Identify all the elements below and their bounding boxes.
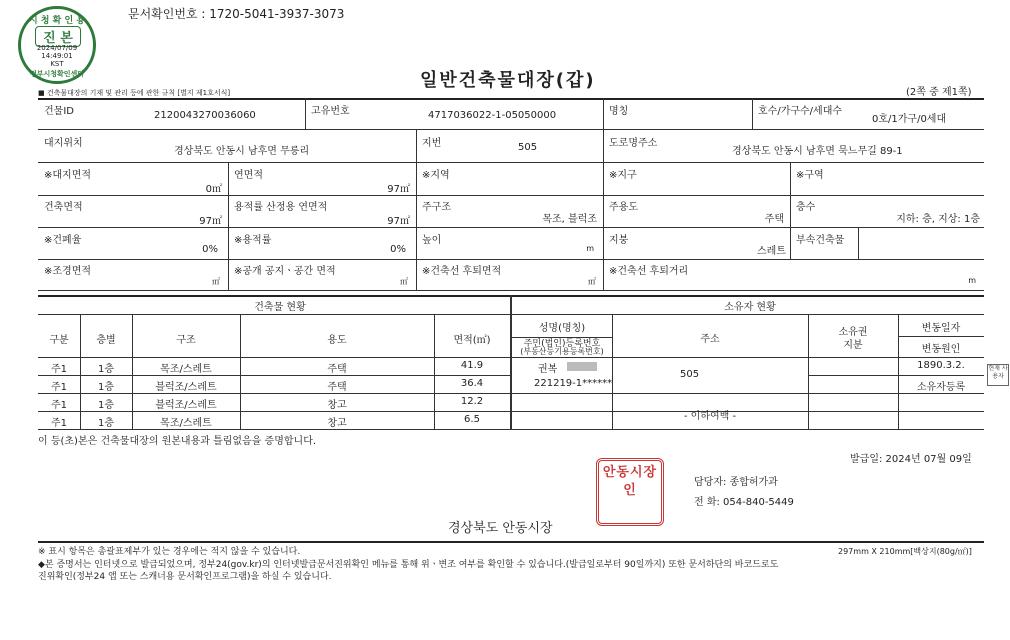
- row-use: 창고: [327, 400, 347, 411]
- height-label: 높이: [422, 235, 442, 246]
- owner-id: 221219-1******: [534, 378, 613, 389]
- site-area-value: 0㎡: [205, 184, 222, 195]
- col-divider: [790, 162, 791, 195]
- row-divider: [38, 227, 984, 228]
- col-divider: [416, 129, 417, 162]
- setback-distance-label: ※건축선 후퇴거리: [609, 266, 689, 277]
- owner-address: 505: [680, 369, 700, 380]
- open-space-area-value: ㎡: [400, 277, 408, 286]
- table-top-border: [38, 98, 984, 100]
- row-structure: 블럭조/스레트: [155, 400, 217, 411]
- row-structure: 블럭조/스레트: [155, 382, 217, 393]
- site-area-label: ※대지면적: [44, 170, 92, 181]
- stamp-date: 2024/07/09: [36, 44, 78, 52]
- owner-id-header: 주민(법인)등록번호: [523, 339, 601, 349]
- lot-number-value: 505: [518, 142, 538, 153]
- col-divider: [603, 162, 604, 195]
- status-table-bottom: [38, 429, 984, 430]
- seal-text: 안동시장인: [602, 465, 658, 498]
- row-kind: 주1: [50, 364, 68, 375]
- row-floor: 1층: [97, 382, 115, 393]
- row-divider: [38, 195, 984, 196]
- phone-info: 전 화: 054-840-5449: [694, 497, 794, 508]
- ownership-share-header: 소유권: [838, 327, 868, 338]
- row-area: 6.5: [464, 414, 480, 425]
- col-divider: [603, 129, 604, 162]
- building-id-value: 2120043270036060: [154, 110, 256, 121]
- row-area: 36.4: [460, 378, 484, 389]
- officer-info: 담당자: 종합허가과: [694, 477, 778, 488]
- row-divider: [808, 375, 984, 376]
- stamp-timezone: KST: [50, 60, 64, 68]
- col-divider: [305, 98, 306, 129]
- row-kind: 주1: [50, 382, 68, 393]
- ownership-share-header-2: 지분: [843, 340, 863, 351]
- floor-area-ratio-value: 0%: [390, 244, 406, 255]
- col-divider: [752, 98, 753, 129]
- col-divider: [603, 195, 604, 227]
- row-floor: 1층: [97, 400, 115, 411]
- location-value: 경상북도 안동시 남후면 무릉리: [174, 146, 310, 157]
- landscape-area-label: ※조경면적: [44, 266, 92, 277]
- section-divider: [510, 295, 512, 429]
- col-divider: [228, 259, 229, 290]
- building-id-label: 건물ID: [44, 106, 74, 117]
- main-structure-value: 목조, 블럭조: [542, 214, 597, 225]
- row-divider: [38, 290, 984, 291]
- row-divider: [38, 259, 984, 260]
- row-use: 주택: [327, 382, 347, 393]
- location-label: 대지위치: [44, 138, 83, 149]
- change-date-header: 변동일자: [921, 323, 961, 334]
- verification-stamp: [18, 6, 96, 84]
- col-divider: [416, 259, 417, 290]
- structure-header: 구조: [176, 335, 196, 346]
- col-divider: [416, 195, 417, 227]
- col-divider: [228, 162, 229, 195]
- certification-text: 이 등(초)본은 건축물대장의 원본내용과 틀림없음을 증명합니다.: [38, 436, 317, 447]
- document-title: 일반건축물대장(갑): [420, 70, 596, 91]
- unique-number-label: 고유번호: [311, 106, 350, 117]
- annex-building-label: 부속건축물: [796, 235, 845, 246]
- row-area: 12.2: [460, 396, 484, 407]
- document-number: 문서확인번호 : 1720-5041-3937-3073: [128, 7, 345, 21]
- stamp-time: 14:49:01: [41, 52, 73, 60]
- col-divider: [858, 227, 859, 259]
- far-floor-area-value: 97㎡: [387, 216, 410, 227]
- building-status-title: 건축물 현황: [254, 302, 306, 313]
- col-divider: [790, 227, 791, 259]
- owner-status-title: 소유자 현황: [724, 302, 776, 313]
- floor-header: 층별: [96, 335, 116, 346]
- district-label: ※지구: [609, 170, 637, 181]
- total-floor-area-label: 연면적: [234, 170, 263, 181]
- row-divider: [38, 162, 984, 163]
- row-use: 창고: [327, 418, 347, 429]
- setback-area-value: ㎡: [588, 277, 596, 286]
- main-use-label: 주용도: [609, 202, 638, 213]
- change-header-sub-divider: [898, 336, 984, 337]
- owner-name-header: 성명(명칭): [538, 323, 586, 334]
- lot-number-label: 지번: [422, 138, 442, 149]
- row-floor: 1층: [97, 418, 115, 429]
- footer-note-1: ※ 표시 항목은 총괄표제부가 있는 경우에는 적지 않을 수 있습니다.: [38, 547, 301, 557]
- change-reason: 소유자등록: [916, 382, 966, 393]
- floors-value: 지하: 층, 지상: 1층: [896, 214, 980, 225]
- footer-note-2: ◆본 증명서는 인터넷으로 발급되었으며, 정부24(gov.kr)의 인터넷발급문서진위확인 메뉴를 통해 위ㆍ변조 여부를 확인할 수 있습니다.(발급일로부터 90일까지) 또한 문서하단의 바코드로도: [38, 560, 779, 570]
- footer-border: [38, 541, 984, 543]
- row-kind: 주1: [50, 400, 68, 411]
- floor-area-ratio-label: ※용적률: [234, 235, 272, 246]
- main-use-value: 주택: [764, 214, 784, 225]
- households-label: 호수/가구수/세대수: [758, 106, 843, 117]
- setback-area-label: ※건축선 후퇴면적: [422, 266, 502, 277]
- row-divider: [38, 129, 984, 130]
- stamp-main-text: 진 본: [35, 26, 81, 47]
- blank-note: - 이하여백 -: [683, 411, 737, 422]
- households-value: 0호/1가구/0세대: [872, 114, 947, 125]
- road-address-label: 도로명주소: [609, 138, 658, 149]
- area-header: 면적(㎡): [453, 335, 491, 346]
- row-use: 주택: [327, 364, 347, 375]
- building-area-label: 건축면적: [44, 202, 83, 213]
- main-structure-label: 주구조: [422, 202, 451, 213]
- issuer-name: 경상북도 안동시장: [448, 521, 553, 536]
- col-divider: [603, 259, 604, 290]
- change-reason-header: 변동원인: [921, 344, 961, 355]
- footer-note-3: 진위확인(정부24 앱 또는 스캐너용 문서확인프로그램)을 하실 수 있습니다.: [38, 572, 332, 582]
- stamp-bottom-text: 정부시청확인센터: [29, 70, 85, 78]
- stamp-top-text: 시 청 확 인 용: [28, 16, 85, 26]
- open-space-area-label: ※공개 공지ㆍ공간 면적: [234, 266, 336, 277]
- current-owner-tag: 현재 사용자: [987, 364, 1009, 386]
- kind-header: 구분: [49, 335, 69, 346]
- col-divider: [603, 227, 604, 259]
- height-value: m: [586, 244, 594, 253]
- row-divider: [38, 375, 510, 376]
- owner-name: 권복: [538, 364, 558, 375]
- roof-label: 지붕: [609, 235, 629, 246]
- total-floor-area-value: 97㎡: [387, 184, 410, 195]
- road-address-value: 경상북도 안동시 남후면 묵느무길 89-1: [732, 146, 903, 157]
- col-divider: [416, 227, 417, 259]
- landscape-area-value: ㎡: [212, 277, 220, 286]
- change-date: 1890.3.2.: [917, 360, 965, 371]
- zone-label: ※지역: [422, 170, 450, 181]
- unique-number-value: 4717036022-1-05050000: [428, 110, 557, 121]
- building-coverage-ratio-value: 0%: [202, 244, 218, 255]
- col-divider: [228, 227, 229, 259]
- roof-value: 스레트: [757, 246, 786, 257]
- col-divider: [416, 162, 417, 195]
- regulation-note: ■ 건축물대장의 기재 및 관리 등에 관한 규칙 [별지 제1호서식]: [38, 89, 231, 97]
- paper-spec: 297mm X 210mm[백상지(80g/㎡)]: [838, 547, 972, 556]
- building-area-value: 97㎡: [199, 216, 222, 227]
- official-seal: [596, 458, 664, 526]
- section-label: ※구역: [796, 170, 824, 181]
- row-floor: 1층: [97, 364, 115, 375]
- far-floor-area-label: 용적률 산정용 연면적: [234, 202, 328, 213]
- row-structure: 목조/스레트: [160, 418, 212, 429]
- col-divider: [603, 98, 604, 129]
- col-divider: [228, 195, 229, 227]
- building-coverage-ratio-label: ※건폐율: [44, 235, 82, 246]
- use-header: 용도: [327, 335, 347, 346]
- page-info: (2쪽 중 제1쪽): [906, 87, 972, 98]
- setback-distance-value: m: [968, 276, 976, 285]
- owner-id-sub-header: (부동산등기용등록번호): [520, 347, 604, 356]
- row-structure: 목조/스레트: [160, 364, 212, 375]
- issue-date: 발급일: 2024년 07월 09일: [850, 454, 972, 465]
- owner-address-header: 주소: [700, 334, 720, 345]
- row-kind: 주1: [50, 418, 68, 429]
- row-area: 41.9: [460, 360, 484, 371]
- redaction-bar: [567, 362, 597, 371]
- floors-label: 층수: [796, 202, 816, 213]
- col-divider: [790, 195, 791, 227]
- name-label: 명칭: [609, 106, 629, 117]
